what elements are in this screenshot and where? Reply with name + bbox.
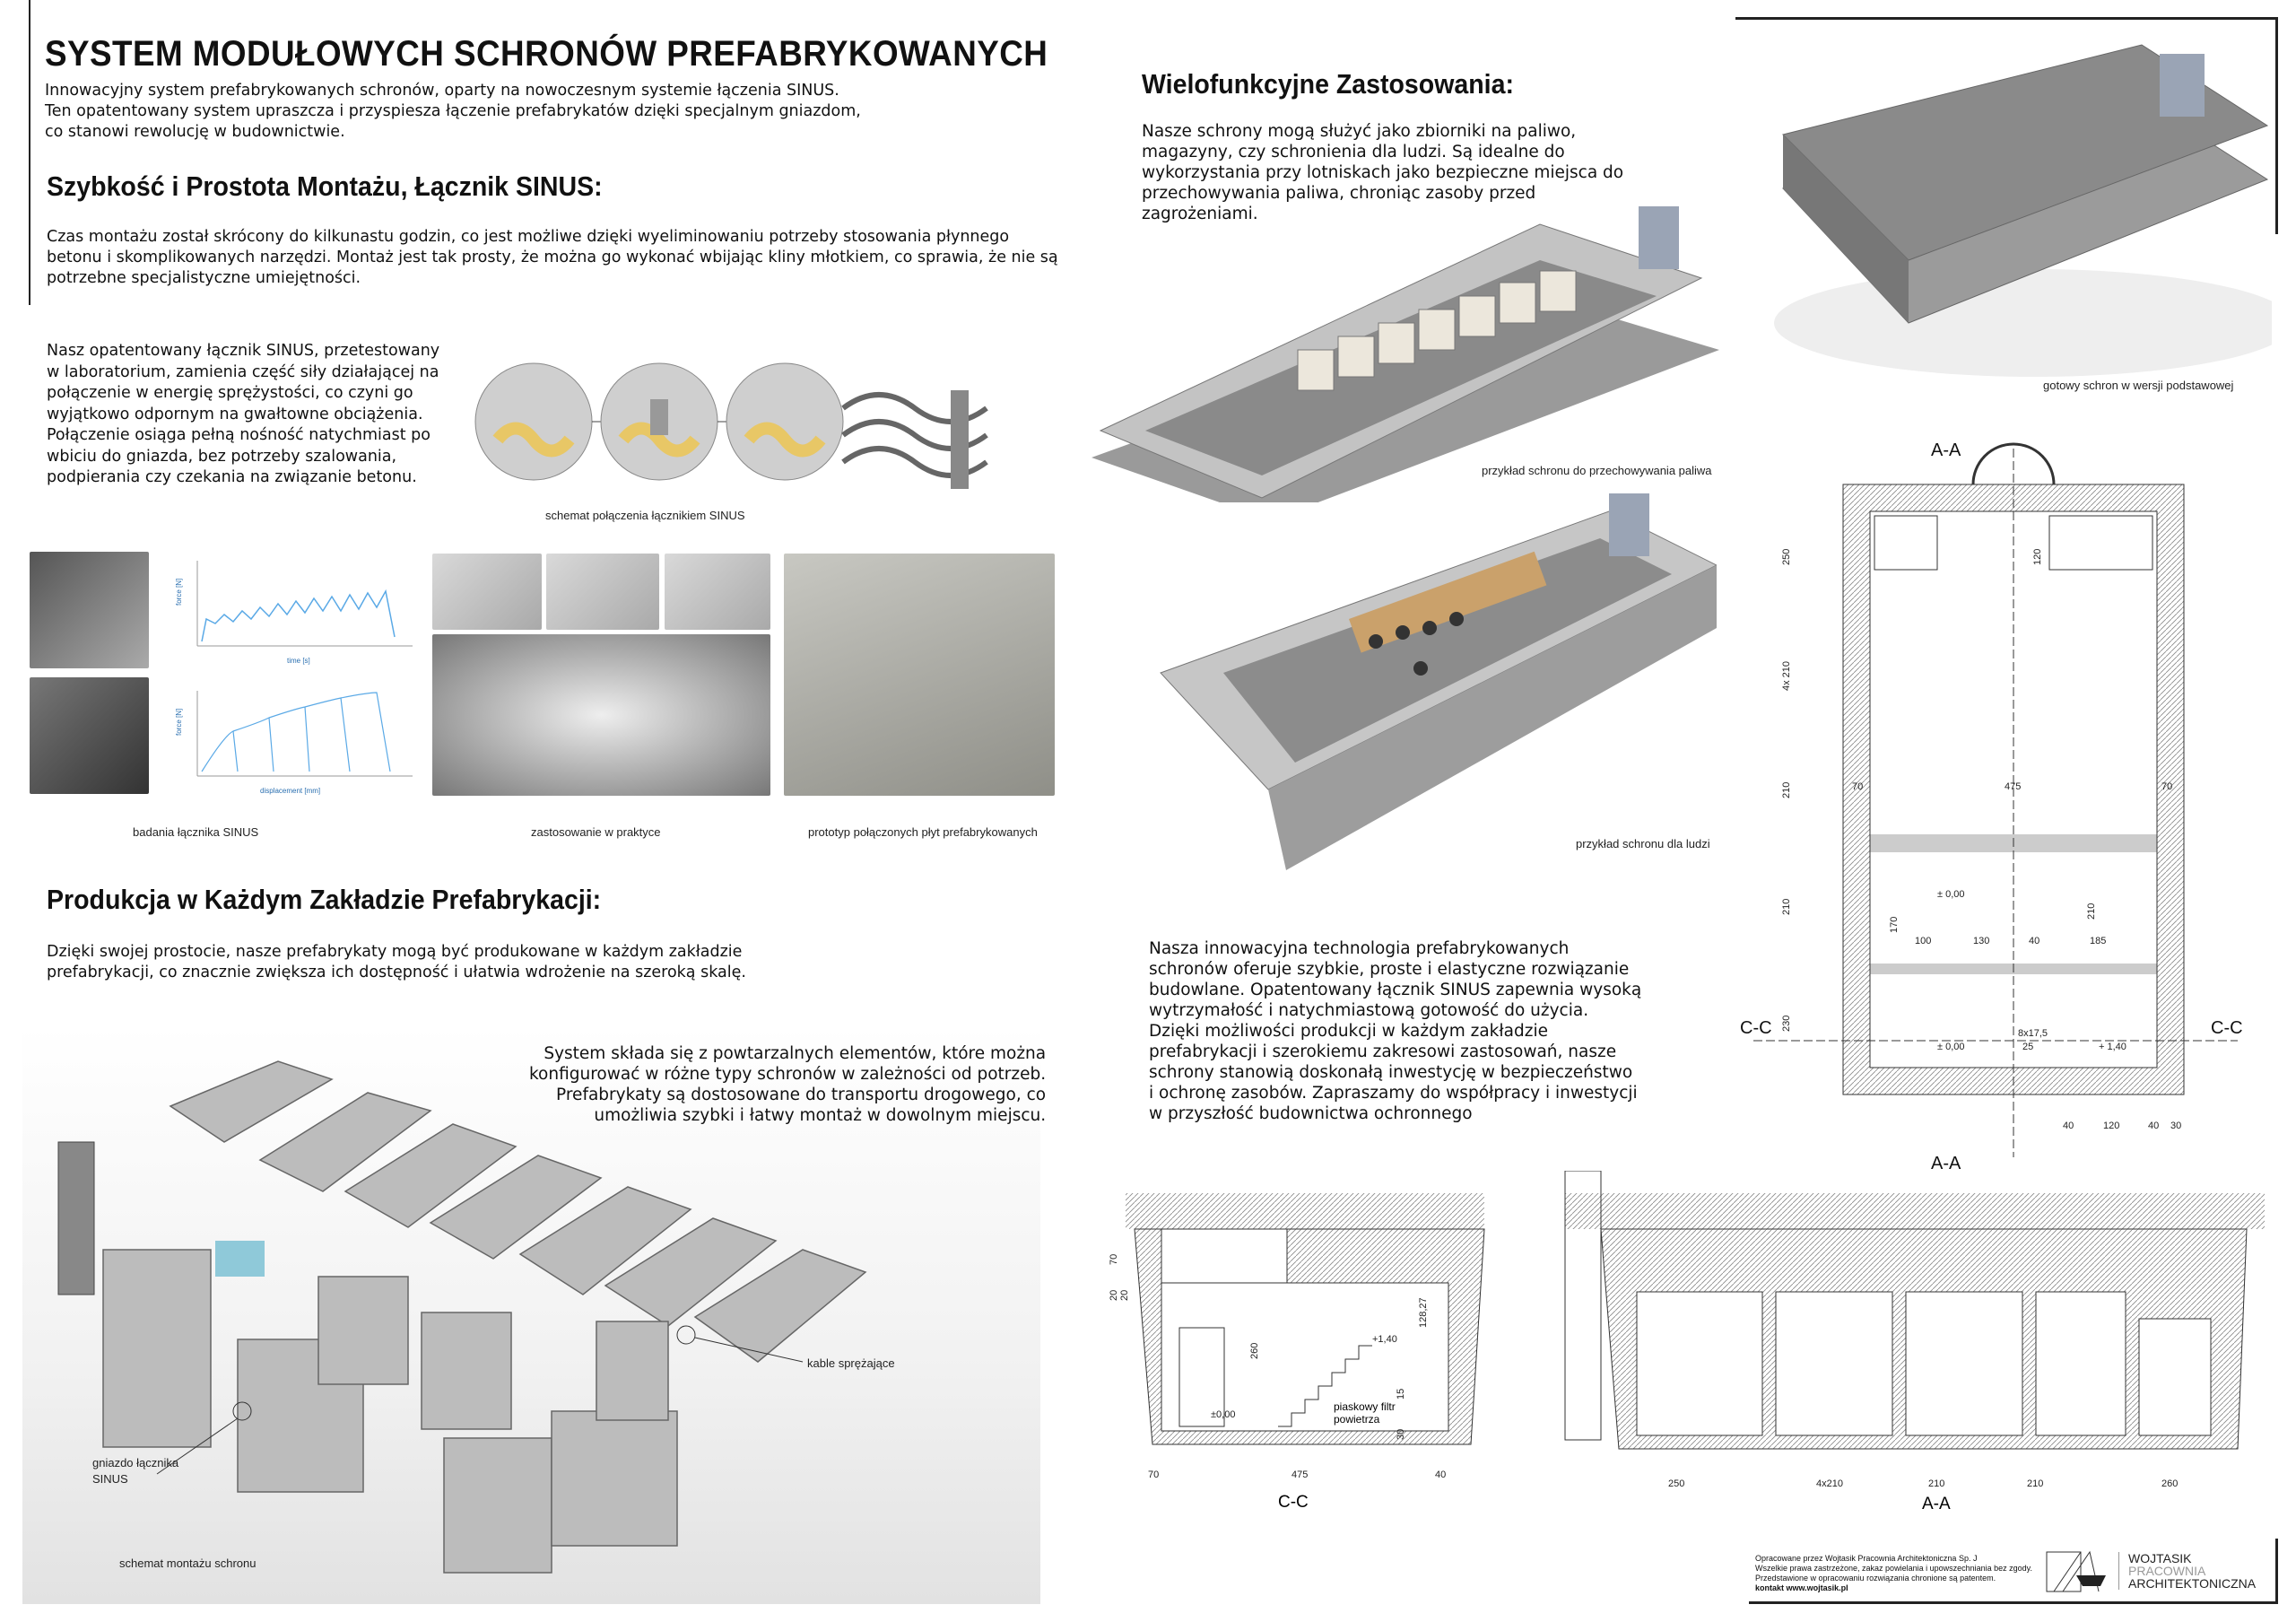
caption-fuel-shelter: przykład schronu do przechowywania paliwa — [1482, 464, 1712, 477]
footer-credits — [1755, 1554, 2032, 1593]
level-mark: ± 0,00 — [1937, 1042, 1965, 1052]
floor-plan-drawing — [1735, 431, 2274, 1175]
level-mark: ±0,00 — [1211, 1409, 1236, 1420]
connector-3d-view — [843, 354, 987, 489]
uses-heading: Wielofunkcyjne Zastosowania: — [1142, 68, 1514, 100]
level-mark: +1,40 — [1372, 1334, 1397, 1345]
credit-line: Wszelkie prawa zastrzeżone, zakaz powielania i upowszechniania bez zgody. — [1755, 1564, 2032, 1573]
force-displacement-chart — [170, 682, 422, 798]
page-title: SYSTEM MODUŁOWYCH SCHRONÓW PREFABRYKOWANYCH — [45, 34, 1048, 74]
dim: 120 — [2032, 548, 2043, 565]
entrance-tower — [2160, 54, 2205, 117]
dim: 260 — [1249, 1342, 1260, 1359]
connector-step-3 — [726, 363, 843, 480]
frame-line-right — [2275, 17, 2278, 234]
dim: 40 — [1435, 1469, 1447, 1480]
chart-xlabel-displacement: displacement [mm] — [260, 787, 321, 795]
practice-photo-1 — [432, 554, 542, 630]
dim: 120 — [2103, 1121, 2120, 1131]
sinus-connection-scheme — [466, 354, 1040, 507]
entrance-tower — [58, 1142, 94, 1295]
system-text: System składa się z powtarzalnych elementów, które można konfigurować w różne typy schronów w zależności od potrzeb. Prefabrykaty są dostosowane do transportu drogowego, co umożliwia szybki i łatwy montaż w dowolnym miejscu. — [529, 1044, 1047, 1125]
dim: 30 — [2170, 1121, 2182, 1131]
frame-line-right-bottom — [2275, 1539, 2278, 1604]
dim: 70 — [1148, 1469, 1160, 1480]
dim: 475 — [1292, 1469, 1309, 1480]
production-paragraph: Dzięki swojej prostocie, nasze prefabrykaty mogą być produkowane w każdym zakładzie prefabrykacji, co znacznie zwiększa ich dostępność i ułatwia wdrożenie na szeroką skalę. — [47, 943, 746, 981]
dim: 20 — [1109, 1289, 1119, 1301]
frame-line-top-right — [1735, 17, 2278, 20]
credit-line: Przedstawione w opracowaniu rozwiązania chronione są patentem. — [1755, 1574, 1996, 1583]
dim: 185 — [2090, 936, 2107, 946]
practice-photo-3 — [665, 554, 770, 630]
chart-xlabel-time: time [s] — [287, 657, 310, 665]
section-marker-aa-bottom: A-A — [1931, 1154, 1961, 1173]
label-prestressing-cables: kable sprężające — [807, 1356, 895, 1370]
frame-line-left — [29, 0, 30, 305]
dim: 15 — [1396, 1388, 1406, 1400]
caption-tests: badania łącznika SINUS — [133, 825, 259, 839]
intro-text: Innowacyjny system prefabrykowanych schronów, oparty na nowoczesnym systemie łączenia SINUS. Ten opatentowany system upraszcza i przyspiesza łączenie prefabrykatów dzięki specjalnym gniazdom, co stanowi rewolucję w budownictwie. — [45, 82, 861, 141]
prototype-photo — [784, 554, 1055, 796]
chart-ylabel-force: force [N] — [175, 708, 183, 736]
section-cc-label: C-C — [1278, 1493, 1309, 1512]
section-aa-label: A-A — [1922, 1495, 1951, 1513]
frame-line-bottom-right — [1749, 1601, 2278, 1604]
section-cc-drawing — [1108, 1175, 1502, 1516]
section-marker-cc-right: C-C — [2211, 1018, 2243, 1038]
entrance-tower — [1609, 493, 1649, 556]
dim: 250 — [1668, 1478, 1685, 1489]
dim: 100 — [1915, 936, 1932, 946]
force-time-line — [202, 591, 395, 641]
caption-people-shelter: przykład schronu dla ludzi — [1576, 837, 1710, 850]
dim: 128,27 — [1418, 1297, 1429, 1328]
dim: 210 — [2086, 903, 2097, 920]
chart-ylabel-force: force [N] — [175, 578, 183, 606]
air-filter-line: powietrza — [1334, 1413, 1380, 1426]
dim: 40 — [2063, 1121, 2074, 1131]
dim: 40 — [2029, 936, 2040, 946]
section-aa-drawing — [1529, 1171, 2274, 1516]
dim: 25 — [2022, 1042, 2034, 1052]
production-heading: Produkcja w Każdym Zakładzie Prefabrykacji: — [47, 884, 602, 915]
assembly-diagram-caption: schemat montażu schronu — [119, 1557, 257, 1570]
level-mark: ± 0,00 — [1937, 889, 1965, 900]
credit-line: Opracowane przez Wojtasik Pracownia Architektoniczna Sp. J — [1755, 1554, 1978, 1563]
logo-line: WOJTASIK — [2128, 1551, 2192, 1565]
dim: 210 — [2027, 1478, 2044, 1489]
dim: 70 — [1109, 1253, 1119, 1265]
connector-step-2 — [601, 363, 718, 480]
dim: 475 — [2005, 781, 2022, 792]
company-logo-mark — [2045, 1550, 2108, 1595]
dim: 8x17,5 — [2018, 1028, 2048, 1039]
basic-shelter-render — [1765, 27, 2272, 381]
lab-photo-2 — [30, 677, 149, 794]
dim: 250 — [1781, 548, 1792, 565]
people-shelter-render — [1143, 493, 1717, 879]
dim: 70 — [1852, 781, 1864, 792]
caption-basic-shelter: gotowy schron w wersji podstawowej — [2043, 379, 2234, 392]
force-time-chart — [170, 552, 422, 668]
summary-paragraph: Nasza innowacyjna technologia prefabrykowanych schronów oferuje szybkie, proste i elastyczne rozwiązanie budowlane. Opatentowany łącznik SINUS zapewnia wysoką wytrzymałość i natychmiastową gotowość do użycia. Dzięki możliwości produkcji w każdym zakładzie prefabrykacji i szerokiemu zakresowi zastosowań, nasze schrony stanowią doskonałą inwestycję w bezpieczeństwo i ochronę zasobów. Zapraszamy do współpracy i inwestycji w przyszłość budownictwa ochronnego — [1149, 939, 1642, 1123]
practice-photo-large — [432, 634, 770, 796]
dim: 4x210 — [1816, 1478, 1843, 1489]
fuel-shelter-render — [1091, 188, 1719, 502]
dim: 260 — [2161, 1478, 2179, 1489]
scheme-caption: schemat połączenia łącznikiem SINUS — [545, 509, 745, 522]
assembly-heading: Szybkość i Prostota Montażu, Łącznik SINUS: — [47, 170, 603, 202]
sinus-paragraph: Nasz opatentowany łącznik SINUS, przetestowany w laboratorium, zamienia część siły działającej na połączenie w energię sprężystości, co czyni go wyjątkowo odpornym na gwałtowne obciążenia. Połączenie osiąga pełną nośność natychmiast po wbiciu do gniazda, bez potrzeby szalowania, podpierania czy czekania na związanie betonu. — [47, 342, 440, 486]
uses-paragraph: Nasze schrony mogą służyć jako zbiorniki na paliwo, magazyny, czy schronienia dla ludzi. Są idealne do wykorzystania przy lotniskach jako bezpieczne miejsca do przechowywania paliwa, chroniąc zasoby przed zagrożeniami. — [1142, 122, 1624, 223]
dim: 40 — [2148, 1121, 2160, 1131]
section-marker-aa-top: A-A — [1931, 440, 1961, 460]
label-sinus-socket: gniazdo łącznika SINUS — [92, 1456, 179, 1486]
dim: 210 — [1928, 1478, 1945, 1489]
practice-photo-2 — [546, 554, 659, 630]
caption-practice: zastosowanie w praktyce — [531, 825, 661, 839]
contact-link[interactable]: kontakt www.wojtasik.pl — [1755, 1583, 1848, 1592]
force-displacement-line — [202, 693, 390, 772]
logo-line: PRACOWNIA — [2128, 1564, 2206, 1578]
dim: 210 — [1781, 898, 1792, 915]
dim: 210 — [1781, 781, 1792, 798]
entrance-tower — [1639, 206, 1679, 269]
assembly-paragraph: Czas montażu został skrócony do kilkunastu godzin, co jest możliwe dzięki wyeliminowaniu potrzeby stosowania płynnego betonu i skomplikowanych narzędzi. Montaż jest tak prosty, że można go wykonać wbijając kliny młotkiem, co sprawia, że nie są potrzebne specjalistyczne umiejętności. — [47, 228, 1058, 287]
dim: 230 — [1781, 1015, 1792, 1032]
dim: 20 — [1119, 1289, 1130, 1301]
company-logo-text — [2118, 1552, 2256, 1590]
connector-step-1 — [475, 363, 592, 480]
level-mark: + 1,40 — [2099, 1042, 2126, 1052]
logo-line: ARCHITEKTONICZNA — [2128, 1576, 2257, 1591]
caption-prototype: prototyp połączonych płyt prefabrykowanych — [808, 825, 1038, 839]
dim: 70 — [2161, 781, 2173, 792]
dim: 170 — [1889, 916, 1900, 933]
lab-photo-1 — [30, 552, 149, 668]
air-filter-line: piaskowy filtr — [1334, 1400, 1396, 1413]
dim: 30 — [1396, 1428, 1406, 1440]
section-marker-cc-left: C-C — [1740, 1018, 1772, 1038]
dim: 4x 210 — [1781, 660, 1792, 691]
dim: 130 — [1973, 936, 1990, 946]
